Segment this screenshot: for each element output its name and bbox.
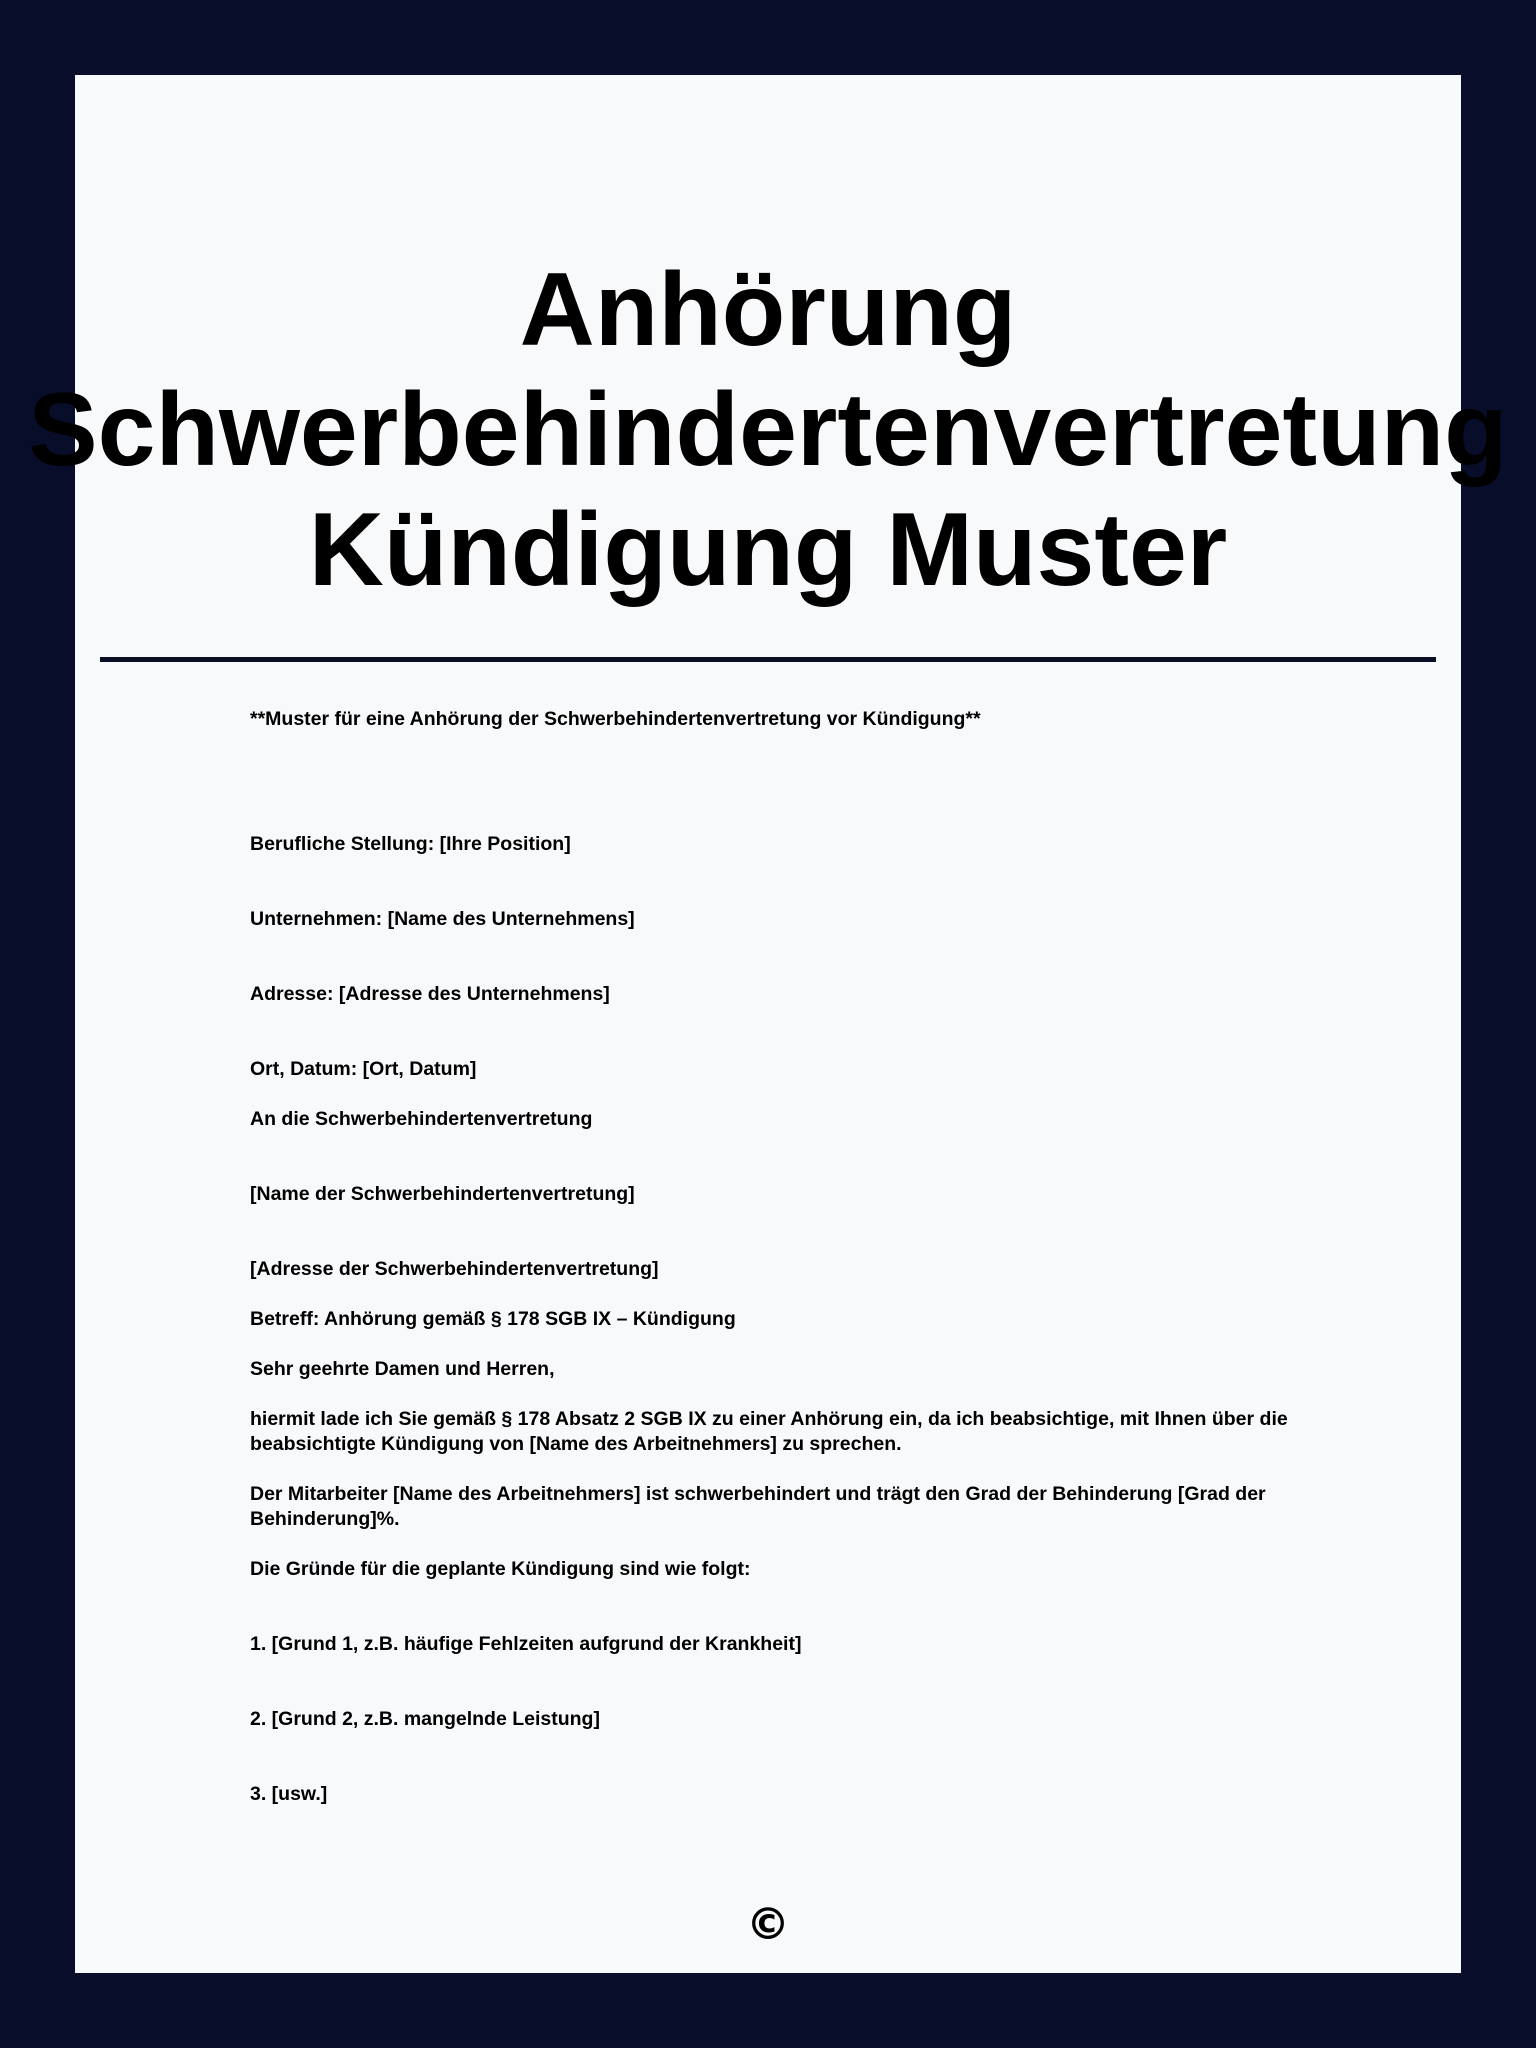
paragraph-2: Der Mitarbeiter [Name des Arbeitnehmers] ist schwerbehindert und trägt den Grad der Behinderung [Grad der Behinderung]%. <box>250 1483 1266 1530</box>
copyright-icon: © <box>746 1899 790 1950</box>
document-page <box>28 75 1508 1973</box>
position-line: Berufliche Stellung: [Ihre Position] <box>250 833 571 855</box>
reasons-intro: Die Gründe für die geplante Kündigung sind wie folgt: <box>250 1558 751 1580</box>
reason-item-2: 2. [Grund 2, z.B. mangelnde Leistung] <box>250 1708 600 1730</box>
reason-item-1: 1. [Grund 1, z.B. häufige Fehlzeiten aufgrund der Krankheit] <box>250 1633 802 1655</box>
recipient-name: [Name der Schwerbehindertenvertretung] <box>250 1183 635 1205</box>
recipient-address: [Adresse der Schwerbehindertenvertretung] <box>250 1258 659 1280</box>
subject-line: Betreff: Anhörung gemäß § 178 SGB IX – Kündigung <box>250 1308 736 1330</box>
title-divider <box>100 657 1436 662</box>
paragraph-1: hiermit lade ich Sie gemäß § 178 Absatz 2 SGB IX zu einer Anhörung ein, da ich beabsichtige, mit Ihnen über die beabsichtigte Kündigung von [Name des Arbeitnehmers] zu sprechen. <box>250 1408 1288 1455</box>
title-line-1: Anhörung <box>519 252 1017 368</box>
title-line-3: Kündigung Muster <box>308 492 1228 608</box>
recipient-to: An die Schwerbehindertenvertretung <box>250 1108 593 1130</box>
document-subtitle: **Muster für eine Anhörung der Schwerbehindertenvertretung vor Kündigung** <box>250 708 981 730</box>
address-line: Adresse: [Adresse des Unternehmens] <box>250 983 610 1005</box>
salutation: Sehr geehrte Damen und Herren, <box>250 1358 555 1380</box>
title-line-2: Schwerbehindertenvertretung <box>28 372 1508 488</box>
reason-item-3: 3. [usw.] <box>250 1783 328 1805</box>
document-title <box>0 250 1536 610</box>
place-date-line: Ort, Datum: [Ort, Datum] <box>250 1058 477 1080</box>
company-line: Unternehmen: [Name des Unternehmens] <box>250 908 635 930</box>
